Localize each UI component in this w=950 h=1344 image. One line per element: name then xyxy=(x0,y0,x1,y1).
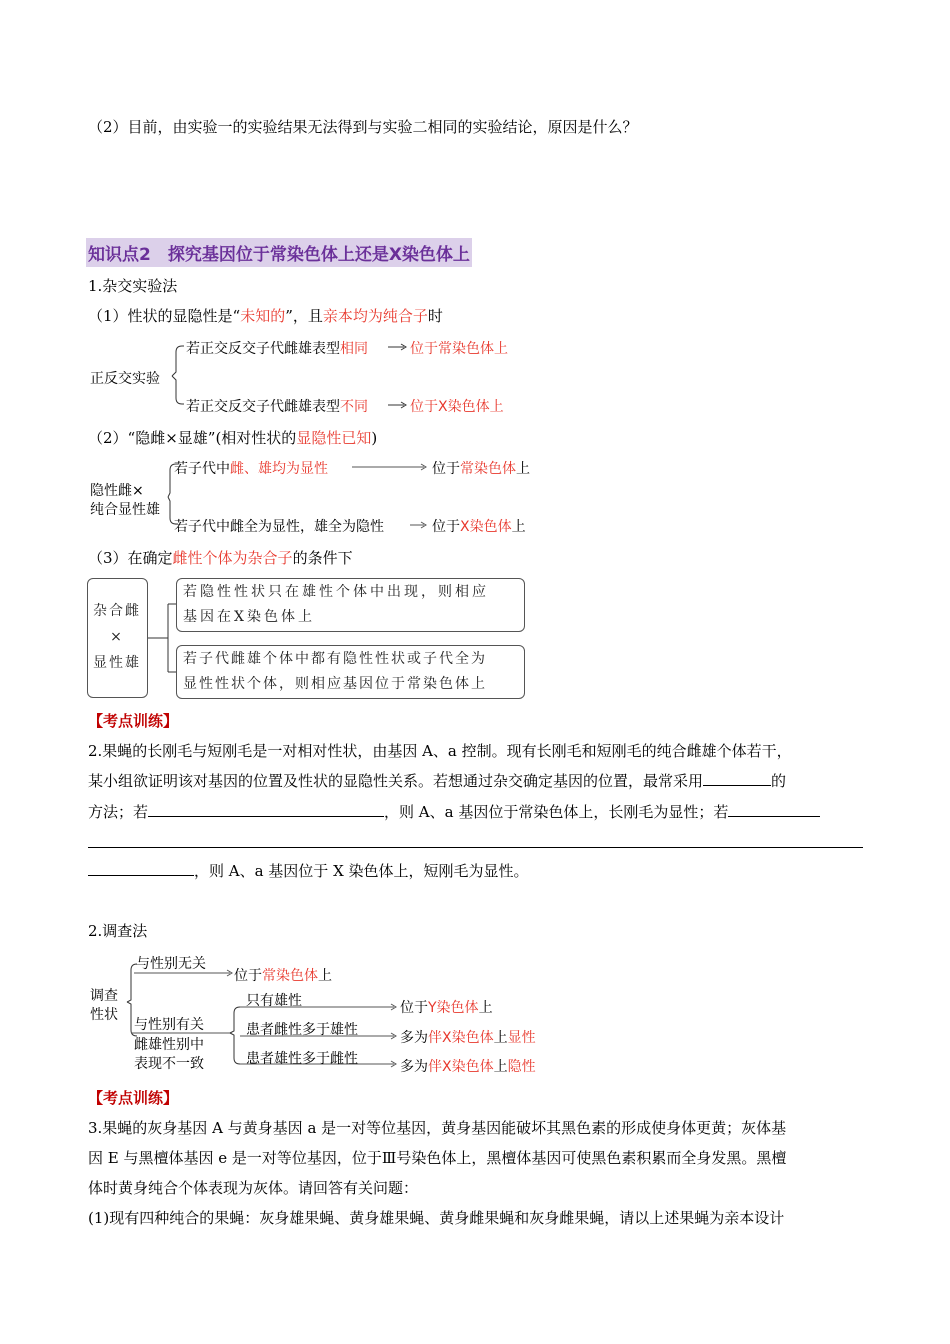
diagram4-case-2: 患者雌性多于雄性 xyxy=(246,1022,358,1038)
answer-blank-3-end[interactable] xyxy=(88,861,194,876)
section-heading: 知识点2 探究基因位于常染色体上还是X染色体上 xyxy=(86,238,472,267)
q2-line-2: 某小组欲证明该对基因的位置及性状的显隐性关系。若想通过杂交确定基因的位置，最常采用 的 xyxy=(88,772,787,790)
diagram3-box-2-text: 若子代雌雄个体中都有隐性性状或子代全为 显性性状个体，则相应基因位于常染色体上 xyxy=(183,651,487,692)
diagram1-root: 正反交实验 xyxy=(90,371,160,387)
q2-line-5: ，则 A、a 基因位于 X 染色体上，短刚毛为显性。 xyxy=(88,860,529,881)
section-1-point-1: （1）性状的显隐性是“未知的”，且亲本均为纯合子时 xyxy=(88,307,443,325)
section-1-point-3: （3）在确定雌性个体为杂合子的条件下 xyxy=(88,549,353,567)
q3-line-1: 3.果蝇的灰身基因 A 与黄身基因 a 是一对等位基因，黄身基因能破坏其黑色素的形成使身体更黄；灰体基 xyxy=(88,1119,787,1137)
diagram4-case-3: 患者雄性多于雌性 xyxy=(246,1051,358,1067)
q3-line-3: 体时黄身纯合个体表现为灰体。请回答有关问题： xyxy=(88,1179,419,1197)
diagram2-branch-1: 若子代中雌、雄均为显性 xyxy=(174,461,328,477)
diagram4-unrelated: 与性别无关 xyxy=(136,956,206,972)
section-1-point-2: （2）“隐雌×显雄”(相对性状的显隐性已知) xyxy=(88,429,378,447)
q3-line-2: 因 E 与黑檀体基因 e 是一对等位基因，位于Ⅲ号染色体上，黑檀体基因可使黑色素积累而全身发黑。黑檀 xyxy=(88,1149,787,1167)
diagram4-unrelated-result: 位于常染色体上 xyxy=(234,968,332,984)
diagram4-case-1-result: 位于Y染色体上 xyxy=(400,1000,493,1016)
q3-line-4: (1)现有四种纯合的果蝇：灰身雄果蝇、黄身雄果蝇、黄身雌果蝇和灰身雌果蝇，请以上述果蝇为亲本设计 xyxy=(88,1209,785,1227)
training-label-1: 【考点训练】 xyxy=(88,712,179,730)
q2-line-3: 方法；若 ，则 A、a 基因位于常染色体上，长刚毛为显性；若 xyxy=(88,801,820,822)
diagram1-branch-1: 若正交反交子代雌雄表型相同 xyxy=(186,341,368,357)
diagram1-result-1: 位于常染色体上 xyxy=(410,341,508,357)
diagram2-branch-2: 若子代中雌全为显性，雄全为隐性 xyxy=(174,519,384,535)
question-2-top: （2）目前，由实验一的实验结果无法得到与实验二相同的实验结论，原因是什么？ xyxy=(88,118,638,136)
diagram3-root: 杂合雌 × 显性雄 xyxy=(93,603,141,671)
q2-line-1: 2.果蝇的长刚毛与短刚毛是一对相对性状，由基因 A、a 控制。现有长刚毛和短刚毛的纯合雌雄个体若干， xyxy=(88,742,792,760)
section-1-title: 1.杂交实验法 xyxy=(88,277,178,295)
training-label-2: 【考点训练】 xyxy=(88,1089,179,1107)
diagram2-result-1: 位于常染色体上 xyxy=(432,461,530,477)
diagram2-result-2: 位于X染色体上 xyxy=(432,519,526,535)
diagram4-case-1: 只有雄性 xyxy=(246,993,302,1009)
answer-blank-2[interactable] xyxy=(148,802,384,817)
answer-blank-3-continued[interactable] xyxy=(88,847,863,848)
diagram4-case-3-result: 多为伴X染色体上隐性 xyxy=(400,1059,536,1075)
section-2-title: 2.调查法 xyxy=(88,922,148,940)
diagram4-case-2-result: 多为伴X染色体上显性 xyxy=(400,1030,536,1046)
diagram4-related: 与性别有关 xyxy=(134,1017,204,1033)
diagram1-result-2: 位于X染色体上 xyxy=(410,399,504,415)
diagram2-root: 隐性雌× 纯合显性雄 xyxy=(90,483,160,518)
diagram4-related-desc: 雌雄性别中 表现不一致 xyxy=(134,1037,204,1072)
answer-blank-3[interactable] xyxy=(728,802,820,817)
diagram1-branch-2: 若正交反交子代雌雄表型不同 xyxy=(186,399,368,415)
answer-blank-1[interactable] xyxy=(703,771,771,786)
diagram4-root: 调查 性状 xyxy=(90,988,118,1023)
diagram3-box-1-text: 若隐性性状只在雄性个体中出现，则相应 基因在X染色体上 xyxy=(183,584,489,625)
